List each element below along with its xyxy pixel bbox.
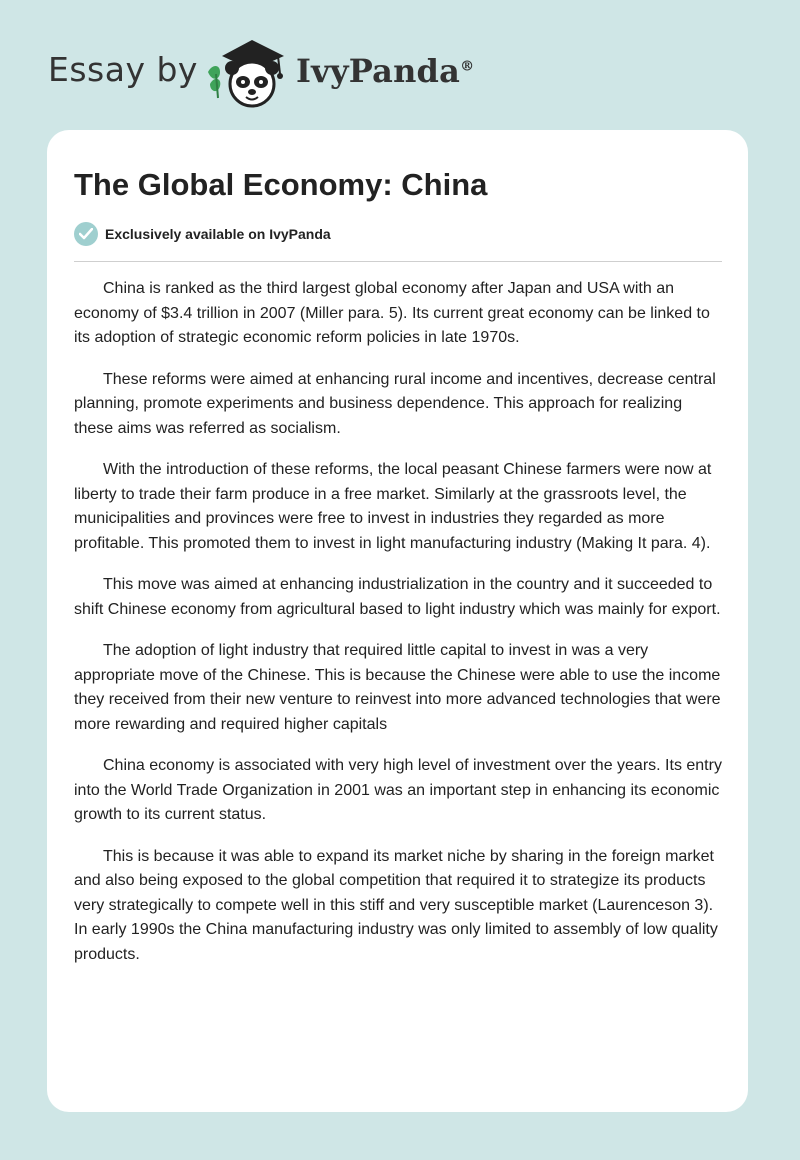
divider <box>74 261 722 262</box>
paragraph: The adoption of light industry that required little capital to invest in was a very appropriate move of the Chinese. This is because the Chinese were able to use the income they received from their new venture to reinvest into more advanced technologies that were more rewarding and required higher capitals <box>74 642 721 733</box>
paragraph: These reforms were aimed at enhancing rural income and incentives, decrease central planning, promote experiments and business dependence. This approach for realizing these aims was referred as socialism. <box>74 370 716 437</box>
paragraph: This move was aimed at enhancing industrialization in the country and it succeeded to shift Chinese economy from agricultural based to light industry which was mainly for export. <box>74 576 721 618</box>
panda-graduate-logo-icon[interactable] <box>198 34 294 110</box>
site-header <box>0 0 800 130</box>
paragraph: This is because it was able to expand its market niche by sharing in the foreign market and also being exposed to the global competition that required it to strategize its products very strategically to compete well in this stiff and very susceptible market (Laurenceson 3). In early 1990s the China manufacturing industry was only limited to assembly of low quality products. <box>74 847 718 963</box>
registered-mark: ® <box>460 58 475 75</box>
paragraph: China is ranked as the third largest global economy after Japan and USA with an economy of $3.4 trillion in 2007 (Miller para. 5). Its current great economy can be linked to its adoption of strategic economic reform policies in late 1970s. <box>74 280 710 346</box>
paragraph: With the introduction of these reforms, the local peasant Chinese farmers were now at liberty to trade their farm produce in a free market. Similarly at the grassroots level, the municipalities and provinces were free to invest in industries they regarded as more profitable. This promoted them to invest in light manufacturing industry (Making It para. 4). <box>74 461 712 552</box>
paragraph: China economy is associated with very high level of investment over the years. Its entry into the World Trade Organization in 2001 was an important step in enhancing its economic growth to its current status. <box>74 757 722 823</box>
brand-text: IvyPanda <box>296 52 461 90</box>
exclusive-badge <box>74 221 331 247</box>
check-circle-icon <box>74 222 98 246</box>
essay-card <box>47 130 748 1112</box>
page-title: The Global Economy: China <box>74 167 488 202</box>
essay-body <box>74 277 722 984</box>
essay-by-label: Essay by <box>48 50 198 89</box>
brand-name[interactable] <box>296 52 474 90</box>
badge-label: Exclusively available on IvyPanda <box>105 226 331 242</box>
